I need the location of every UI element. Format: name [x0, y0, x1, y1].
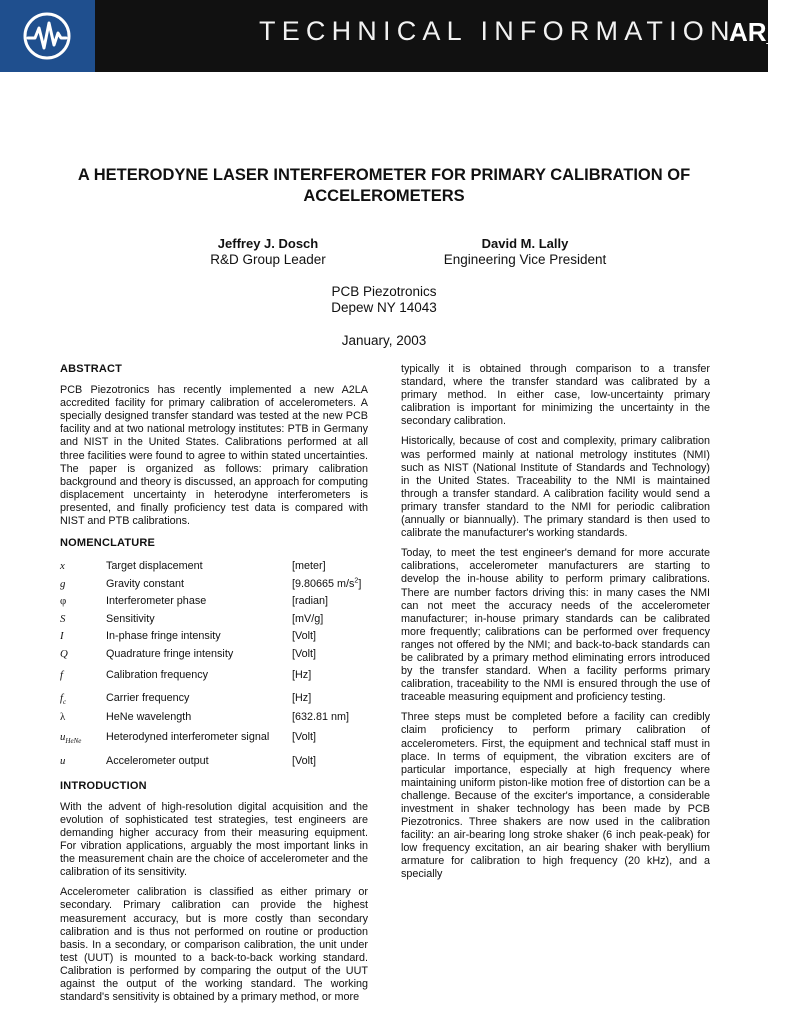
table-row — [60, 727, 368, 749]
publication-date: January, 2003 — [341, 333, 427, 348]
description: Target displacement — [106, 560, 203, 573]
unit: [Hz] — [292, 668, 312, 681]
description: Heterodyned interferometer signal — [106, 731, 270, 744]
description: Sensitivity — [106, 612, 155, 625]
symbol: x — [60, 560, 65, 573]
paragraph: Today, to meet the test engineer's demand for more accurate calibrations, accelerometer manufacturers are starting to develop the in-house ability to perform primary calibrations. There are number factors driving this: in many cases the NMI can not meet the accuracy needs of the accelerometer manufacturer; in-house primary standards can be calibrated more frequently; calibrations can be performed over frequency ranges not offered by the NMI; and back-to-back standards can be calibrated by a primary method eliminating errors introduced by the transfer standard. When a facility performs primary calibration, traceability to the NMI is ensured through the use of traceable measuring equipment and proficiency testing. — [401, 547, 710, 704]
unit: [radian] — [292, 595, 329, 608]
symbol-base: u — [60, 731, 66, 744]
unit: [Volt] — [292, 731, 317, 744]
document-code: AR_79 — [729, 17, 810, 47]
symbol: I — [60, 630, 64, 643]
unit: [Hz] — [292, 691, 312, 704]
symbol — [60, 727, 106, 749]
table-row — [60, 593, 368, 611]
description: Carrier frequency — [106, 691, 190, 704]
waveform-logo-icon — [22, 11, 72, 61]
table-row — [60, 663, 368, 687]
description: Quadrature fringe intensity — [106, 647, 234, 660]
nomenclature-heading: NOMENCLATURE — [60, 537, 156, 550]
symbol: λ — [60, 711, 66, 724]
symbol: φ — [60, 595, 67, 608]
title-band — [95, 0, 810, 72]
paper-title: A HETERODYNE LASER INTERFEROMETER FOR PRIMARY CALIBRATION OF ACCELEROMETERS — [77, 166, 691, 205]
header-band — [0, 0, 810, 72]
left-column — [60, 363, 368, 1004]
symbol-base: f — [60, 691, 63, 704]
table-row — [60, 687, 368, 709]
author-name: David M. Lally — [481, 236, 569, 251]
unit-end: ] — [358, 577, 362, 590]
symbol: f — [60, 668, 63, 681]
paragraph-continued: typically it is obtained through comparison to a transfer standard, where the transfer standard was calibrated by a primary method. In either case, low-uncertainty primary calibration is important for minimizing the uncertainty in the secondary calibration. — [401, 363, 710, 428]
author-role: Engineering Vice President — [443, 252, 607, 267]
paragraph: Three steps must be completed before a facility can credibly claim proficiency to perform primary calibration of accelerometers. First, the equipment and technical staff must in place. In terms of equipment, the vibration exciters are of particular importance, especially at high frequency where maintaining uniform piston-like motion free of distortion can be a challenge. Because of the exciter's importance, a considerable investment in shaker technology has been made by PCB Piezotronics. Three shakers are now used in the calibration facility: an air-bearing long stroke shaker (6 inch peak-peak) for low frequency excitation, an air bearing shaker with beryllium armature for calibration to high frequency (20 kHz), and a specially — [401, 711, 710, 881]
introduction-heading: INTRODUCTION — [60, 779, 147, 792]
unit — [292, 576, 368, 594]
paragraph: With the advent of high-resolution digital acquisition and the evolution of sophisticated test strategies, test engineers are demanding higher accuracy from their measuring equipment. For vibration applications, arguably the most important links in the measurement chain are the choice of accelerometer and the calibration of its sensitivity. — [60, 800, 368, 879]
paragraph-start — [60, 886, 368, 1004]
table-row — [60, 576, 368, 594]
symbol: Q — [60, 647, 68, 660]
unit: [mV/g] — [292, 612, 324, 625]
company-logo — [0, 0, 95, 72]
paragraph: Accelerometer calibration is classified as either primary or secondary. Primary calibration can provide the highest measurement accuracy, but is more costly than secondary calibration and is thus not performed on routine or production basis. In a secondary, or comparison calibration, the unit under test (UUT) is mounted to a back-to-back working standard. Calibration is performed by comparing the output of the UUT against the output of the working standard. The working standard's sensitivity is obtained by a primary method, or more — [60, 886, 368, 1004]
symbol: g — [60, 577, 66, 590]
unit: [Volt] — [292, 647, 317, 660]
author-role: R&D Group Leader — [210, 252, 326, 267]
unit: [Volt] — [292, 630, 317, 643]
description: In-phase fringe intensity — [106, 630, 221, 643]
description: Accelerometer output — [106, 754, 209, 767]
table-row — [60, 709, 368, 727]
author-2 — [395, 236, 655, 268]
author-1 — [138, 236, 398, 268]
unit: [Volt] — [292, 754, 317, 767]
right-column — [401, 363, 710, 889]
paragraph: Historically, because of cost and complexity, primary calibration was performed mainly at national metrology institutes (NMI) such as NIST (National Institute of Standards and Technology) in the United States. Traceability to the NMI is maintained through a transfer standard. A calibration facility would send a primary transfer standard to the NMI for periodic calibration (annually or biannually). The primary standard is then used to calibrate the manufacturer's working standards. — [401, 435, 710, 540]
header-title: TECHNICAL INFORMATION — [259, 16, 736, 46]
table-row — [60, 611, 368, 629]
unit: [632.81 nm] — [292, 711, 350, 724]
affiliation — [234, 284, 534, 316]
description: Interferometer phase — [106, 595, 207, 608]
abstract-heading: ABSTRACT — [60, 363, 123, 375]
symbol — [60, 687, 106, 709]
description: Gravity constant — [106, 577, 185, 590]
unit-superscript: 2 — [354, 577, 359, 585]
unit: [meter] — [292, 560, 326, 573]
description: Calibration frequency — [106, 668, 209, 681]
affiliation-address: Depew NY 14043 — [331, 300, 437, 315]
symbol-subscript: c — [63, 697, 67, 706]
table-row — [60, 749, 368, 774]
symbol-subscript: HeNe — [65, 737, 82, 746]
symbol: S — [60, 612, 66, 625]
symbol: u — [60, 754, 66, 767]
table-row — [60, 558, 368, 576]
description: HeNe wavelength — [106, 711, 192, 724]
table-row — [60, 646, 368, 664]
unit-text: [9.80665 m/s — [292, 577, 355, 590]
affiliation-org: PCB Piezotronics — [331, 284, 437, 299]
table-row — [60, 628, 368, 646]
author-name: Jeffrey J. Dosch — [217, 236, 319, 251]
abstract-text: PCB Piezotronics has recently implemented a new A2LA accredited facility for primary calibration of accelerometers. A specially designed transfer standard was tested at the new PCB facility and at two national metrology institutes: PTB in Germany and NIST in the United States. Calibrations performed at all three facilities were found to agree to within stated uncertainties. The paper is organized as follows: primary calibration background and theory is discussed, an approach for computing displacement uncertainty in heterodyne interferometers is presented, and finally proficiency test data is compared with NIST and PTB calibrations. — [60, 384, 368, 528]
nomenclature-table — [60, 558, 368, 774]
